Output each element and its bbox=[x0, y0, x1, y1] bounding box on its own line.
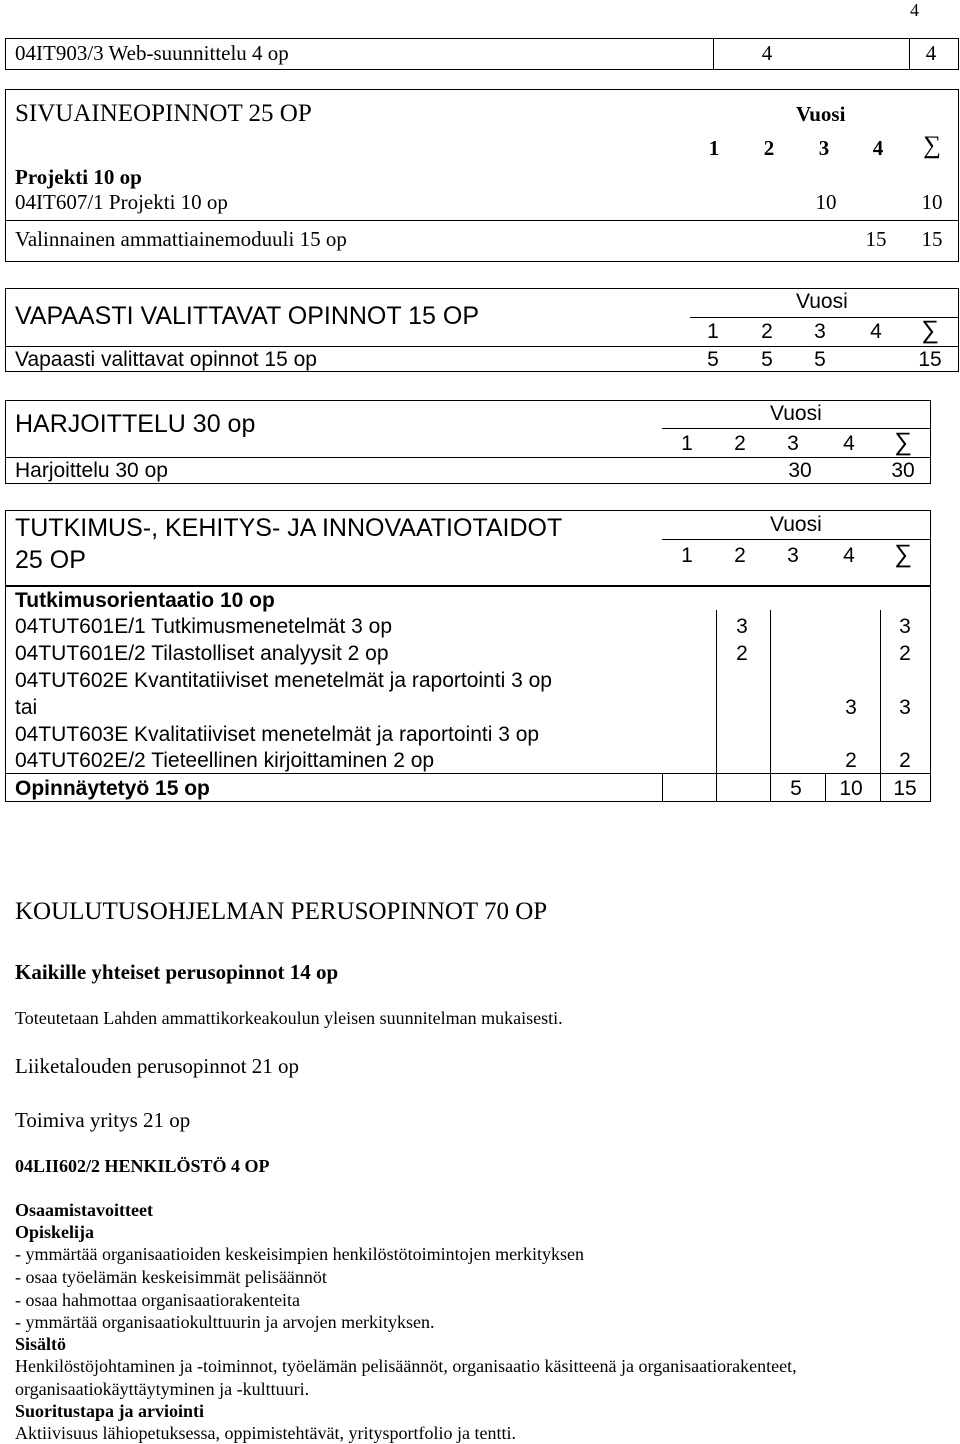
tutk-heading-2: 25 OP bbox=[15, 546, 86, 574]
liiketalous-heading: Liiketalouden perusopinnot 21 op bbox=[15, 1054, 300, 1078]
thesis-sum: 15 bbox=[893, 777, 917, 800]
tutk-row-1-label: 04TUT601E/1 Tutkimusmenetelmät 3 op bbox=[15, 615, 393, 638]
harj-vuosi: Vuosi bbox=[770, 402, 822, 425]
thesis-year3: 5 bbox=[790, 777, 802, 800]
tutk-row-2-label: 04TUT601E/2 Tilastolliset analyysit 2 op bbox=[15, 642, 389, 665]
tutk-row-4-sum: 3 bbox=[899, 696, 911, 719]
web-course-year3: 4 bbox=[761, 41, 773, 65]
toimiva-heading: Toimiva yritys 21 op bbox=[15, 1108, 191, 1132]
goal-2: - osaa työelämän keskeisimmät pelisäännöt bbox=[15, 1267, 327, 1287]
vapaa-row-year3: 5 bbox=[814, 348, 826, 371]
sivuaine-year-2: 2 bbox=[763, 136, 775, 160]
harj-year-4: 4 bbox=[843, 432, 855, 455]
sisalto-heading: Sisältö bbox=[15, 1334, 67, 1354]
projekti-row-sum: 10 bbox=[921, 190, 943, 214]
tutk-row-6-label: 04TUT602E/2 Tieteellinen kirjoittaminen 2 op bbox=[15, 749, 435, 772]
projekti-heading: Projekti 10 op bbox=[15, 165, 142, 189]
tutk-year-3: 3 bbox=[787, 544, 799, 567]
vapaa-row-year2: 5 bbox=[761, 348, 773, 371]
vapaa-vuosi: Vuosi bbox=[796, 290, 848, 313]
harj-heading: HARJOITTELU 30 op bbox=[15, 410, 256, 438]
tutk-row-1-sum: 3 bbox=[899, 615, 911, 638]
tutk-row-1-year1: 3 bbox=[736, 615, 748, 638]
vapaa-row-sum: 15 bbox=[918, 348, 942, 371]
valinnainen-year4: 15 bbox=[865, 227, 887, 251]
content-line-2: organisaatiokäyttäytyminen ja -kulttuuri. bbox=[15, 1379, 310, 1399]
page-number: 4 bbox=[910, 0, 919, 20]
tutk-sum-symbol: ∑ bbox=[894, 540, 912, 568]
vapaa-year-2: 2 bbox=[761, 320, 773, 343]
osaamis-heading: Osaamistavoitteet bbox=[15, 1200, 153, 1220]
sivuaine-vuosi: Vuosi bbox=[796, 102, 846, 126]
tutk-row-2-sum: 2 bbox=[899, 642, 911, 665]
vapaa-row-label: Vapaasti valittavat opinnot 15 op bbox=[15, 348, 317, 371]
vapaa-heading: VAPAASTI VALITTAVAT OPINNOT 15 OP bbox=[15, 302, 480, 330]
harj-sum-symbol: ∑ bbox=[894, 428, 912, 456]
sivuaine-heading: SIVUAINEOPINNOT 25 OP bbox=[15, 100, 312, 127]
thesis-label: Opinnäytetyö 15 op bbox=[15, 777, 210, 800]
harj-year-3: 3 bbox=[787, 432, 799, 455]
projekti-row-year4: 10 bbox=[815, 190, 837, 214]
sivuaine-year-1: 1 bbox=[708, 136, 720, 160]
vapaa-year-4: 4 bbox=[870, 320, 882, 343]
content-line-1: Henkilöstöjohtaminen ja -toiminnot, työelämän pelisäännöt, organisaatio käsitteenä ja organisaatiorakenteet, bbox=[15, 1356, 797, 1376]
tutk-row-4-year4: 3 bbox=[845, 696, 857, 719]
goal-1: - ymmärtää organisaatioiden keskeisimpien henkilöstötoimintojen merkityksen bbox=[15, 1244, 585, 1264]
tutk-year-4: 4 bbox=[843, 544, 855, 567]
harj-row-label: Harjoittelu 30 op bbox=[15, 459, 168, 482]
tutk-heading-1: TUTKIMUS-, KEHITYS- JA INNOVAATIOTAIDOT bbox=[15, 514, 563, 542]
tutk-row-2-year1: 2 bbox=[736, 642, 748, 665]
tutk-row-5-label: 04TUT603E Kvalitatiiviset menetelmät ja raportointi 3 op bbox=[15, 723, 540, 746]
valinnainen-label: Valinnainen ammattiainemoduuli 15 op bbox=[15, 227, 347, 251]
web-course-label: 04IT903/3 Web-suunnittelu 4 op bbox=[15, 41, 289, 65]
tutk-year-2: 2 bbox=[734, 544, 746, 567]
kaikille-heading: Kaikille yhteiset perusopinnot 14 op bbox=[15, 960, 339, 984]
valinnainen-sum: 15 bbox=[921, 227, 943, 251]
sivuaine-sum-symbol: ∑ bbox=[923, 132, 941, 159]
tutk-row-3-label: 04TUT602E Kvantitatiiviset menetelmät ja raportointi 3 op bbox=[15, 669, 552, 692]
course-heading: 04LII602/2 HENKILÖSTÖ 4 OP bbox=[15, 1156, 270, 1176]
projekti-row-label: 04IT607/1 Projekti 10 op bbox=[15, 190, 228, 214]
harj-year-1: 1 bbox=[681, 432, 693, 455]
vapaa-year-1: 1 bbox=[707, 320, 719, 343]
perus-heading: KOULUTUSOHJELMAN PERUSOPINNOT 70 OP bbox=[15, 898, 548, 925]
vapaa-sum-symbol: ∑ bbox=[921, 316, 939, 344]
tutk-row-6-year4: 2 bbox=[845, 749, 857, 772]
harj-year-2: 2 bbox=[734, 432, 746, 455]
sivuaine-year-3: 3 bbox=[818, 136, 830, 160]
suoritus-heading: Suoritustapa ja arviointi bbox=[15, 1401, 205, 1421]
tutk-row-6-sum: 2 bbox=[899, 749, 911, 772]
vapaa-year-3: 3 bbox=[814, 320, 826, 343]
tutk-row-4-label: tai bbox=[15, 696, 38, 719]
goal-3: - osaa hahmottaa organisaatiorakenteita bbox=[15, 1290, 301, 1310]
sivuaine-year-4: 4 bbox=[872, 136, 884, 160]
tutk-sub-heading: Tutkimusorientaatio 10 op bbox=[15, 589, 275, 612]
tutk-year-1: 1 bbox=[681, 544, 693, 567]
vapaa-row-year1: 5 bbox=[707, 348, 719, 371]
suoritus-text: Aktiivisuus lähiopetuksessa, oppimistehtävät, yritysportfolio ja tentti. bbox=[15, 1423, 516, 1443]
toteutetaan-text: Toteutetaan Lahden ammattikorkeakoulun yleisen suunnitelman mukaisesti. bbox=[15, 1008, 563, 1028]
harj-row-sum: 30 bbox=[891, 459, 915, 482]
goal-4: - ymmärtää organisaatiokulttuurin ja arvojen merkityksen. bbox=[15, 1312, 435, 1332]
tutk-vuosi: Vuosi bbox=[770, 513, 822, 536]
harj-row-year3: 30 bbox=[788, 459, 812, 482]
thesis-year4: 10 bbox=[839, 777, 863, 800]
web-course-sum: 4 bbox=[925, 41, 937, 65]
opiskelija-heading: Opiskelija bbox=[15, 1222, 95, 1242]
